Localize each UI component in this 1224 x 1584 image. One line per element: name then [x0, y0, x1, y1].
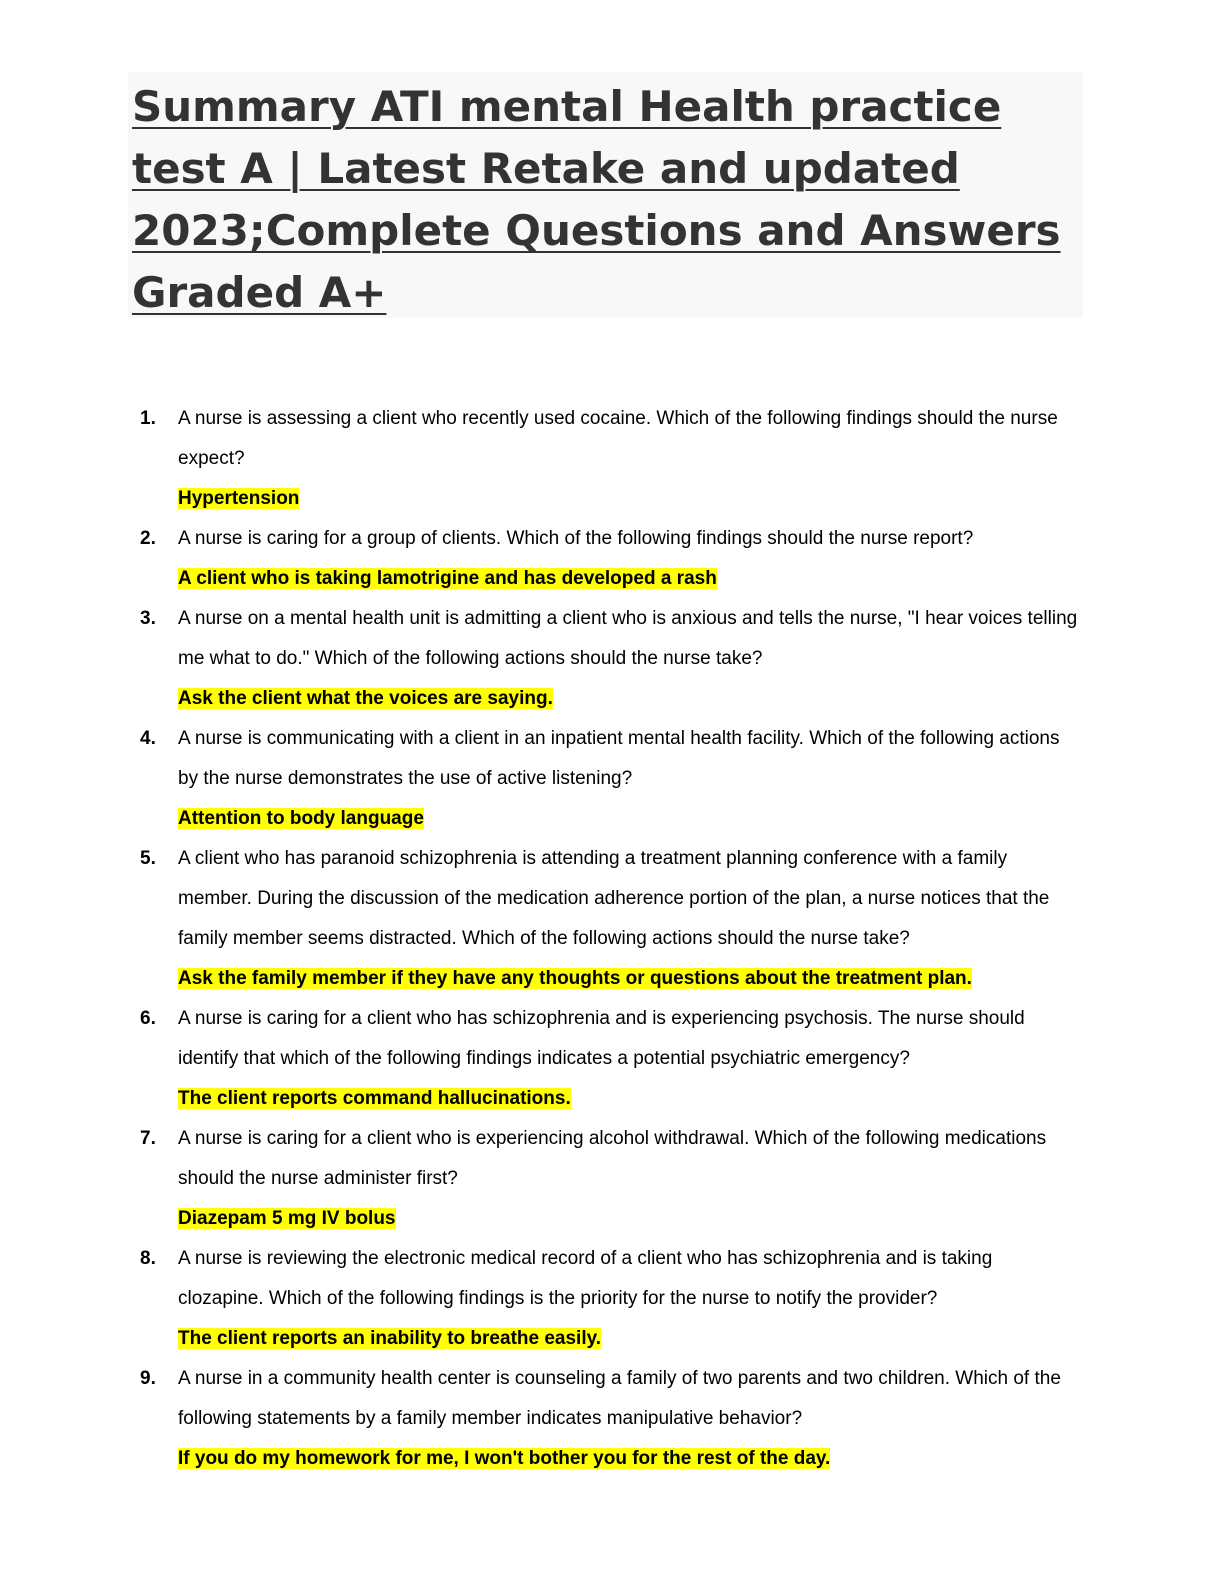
- question-text: A nurse on a mental health unit is admitting a client who is anxious and tells the nurse, "I hear voices telling me what to do." Which of the following actions should the nurse take?: [178, 608, 1078, 669]
- answer-highlight: Ask the family member if they have any thoughts or questions about the treatment plan.: [178, 968, 972, 989]
- question-number: 1.: [140, 408, 156, 429]
- answer-highlight: Diazepam 5 mg IV bolus: [178, 1208, 396, 1229]
- question-text: A nurse is reviewing the electronic medical record of a client who has schizophrenia and is taking clozapine. Which of the following findings is the priority for the nurse to notify the provider?: [178, 1248, 993, 1309]
- question-number: 9.: [140, 1368, 156, 1389]
- question-item: [140, 839, 1080, 999]
- question-text: A nurse is caring for a client who has schizophrenia and is experiencing psychosis. The nurse should identify that which of the following findings indicates a potential psychiatric emergency?: [178, 1008, 1025, 1069]
- question-number: 5.: [140, 848, 156, 869]
- answer-highlight: The client reports an inability to breathe easily.: [178, 1328, 602, 1349]
- question-item: [140, 999, 1080, 1119]
- question-list: [140, 399, 1080, 1479]
- question-text: A nurse is caring for a group of clients. Which of the following findings should the nurse report?: [178, 528, 974, 549]
- answer-highlight: If you do my homework for me, I won't bother you for the rest of the day.: [178, 1448, 831, 1469]
- question-number: 2.: [140, 528, 156, 549]
- question-item: [140, 519, 1080, 599]
- question-item: [140, 719, 1080, 839]
- question-number: 4.: [140, 728, 156, 749]
- question-text: A nurse is communicating with a client in an inpatient mental health facility. Which of the following actions by the nurse demonstrates the use of active listening?: [178, 728, 1060, 789]
- answer-highlight: The client reports command hallucinations.: [178, 1088, 571, 1109]
- question-item: [140, 1239, 1080, 1359]
- question-text: A nurse is caring for a client who is experiencing alcohol withdrawal. Which of the following medications should the nurse administer first?: [178, 1128, 1047, 1189]
- question-item: [140, 1359, 1080, 1479]
- answer-highlight: Hypertension: [178, 488, 300, 509]
- question-text: A nurse is assessing a client who recently used cocaine. Which of the following findings should the nurse expect?: [178, 408, 1058, 469]
- document-title: Summary ATI mental Health practice test A | Latest Retake and updated 2023;Complete Questions and Answers Graded A+: [132, 82, 1061, 317]
- answer-highlight: Ask the client what the voices are saying.: [178, 688, 553, 709]
- answer-highlight: A client who is taking lamotrigine and has developed a rash: [178, 568, 717, 589]
- question-number: 6.: [140, 1008, 156, 1029]
- question-number: 7.: [140, 1128, 156, 1149]
- question-number: 8.: [140, 1248, 156, 1269]
- question-item: [140, 599, 1080, 719]
- question-item: [140, 1119, 1080, 1239]
- question-item: [140, 399, 1080, 519]
- question-number: 3.: [140, 608, 156, 629]
- answer-highlight: Attention to body language: [178, 808, 424, 829]
- question-text: A nurse in a community health center is counseling a family of two parents and two children. Which of the following statements by a family member indicates manipulative behavior?: [178, 1368, 1061, 1429]
- question-text: A client who has paranoid schizophrenia is attending a treatment planning conference with a family member. During the discussion of the medication adherence portion of the plan, a nurse notices that the family member seems distracted. Which of the following actions should the nurse take?: [178, 848, 1050, 949]
